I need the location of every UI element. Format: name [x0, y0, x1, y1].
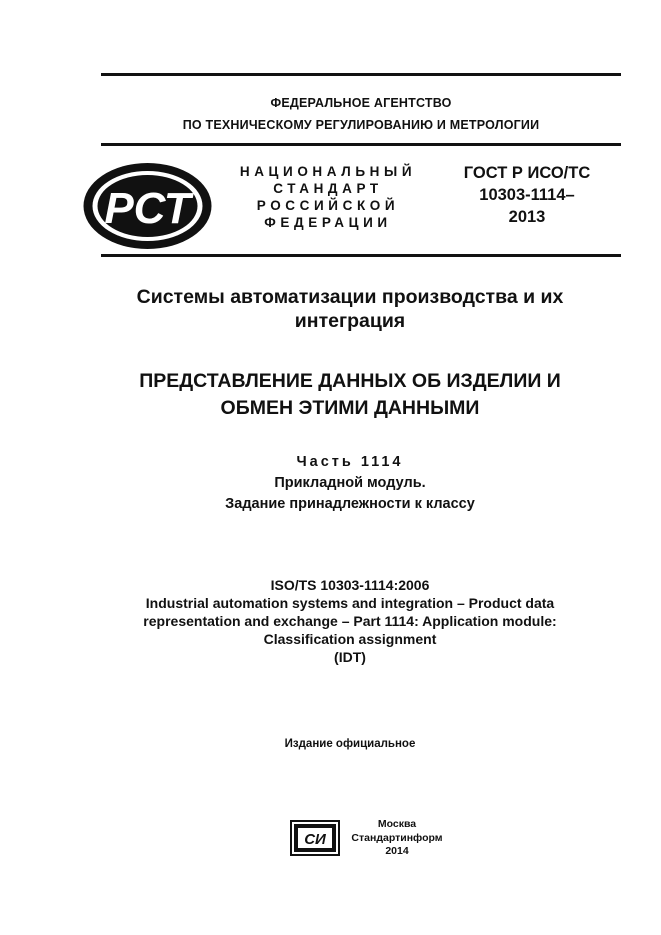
part-label: Часть 1114	[296, 454, 404, 470]
designation-line-2: 10303-1114–	[479, 186, 575, 204]
standard-type-line-3: РОССИЙСКОЙ	[256, 198, 400, 213]
agency-line-2: ПО ТЕХНИЧЕСКОМУ РЕГУЛИРОВАНИЮ И МЕТРОЛОГИИ	[182, 118, 540, 132]
publisher-logo-text: СИ	[304, 831, 326, 848]
top-rule	[101, 73, 621, 76]
series-title-line-1: Системы автоматизации производства и их	[136, 286, 564, 308]
iso-title-line-2: representation and exchange – Part 1114: Application module:	[143, 613, 557, 629]
part-title-line-1: Прикладной модуль.	[274, 475, 426, 491]
middle-rule	[101, 143, 621, 146]
publisher-info	[343, 818, 451, 859]
bottom-rule	[101, 254, 621, 257]
standard-type-line-1: НАЦИОНАЛЬНЫЙ	[239, 164, 417, 179]
main-title-line-2: ОБМЕН ЭТИМИ ДАННЫМИ	[220, 397, 480, 419]
part-block	[60, 452, 640, 515]
agency-header	[101, 92, 621, 136]
series-title	[60, 285, 640, 333]
standartinform-logo-icon	[290, 820, 340, 856]
iso-title-line-3: Classification assignment	[263, 631, 437, 647]
edition-note: Издание официальное	[284, 738, 416, 750]
designation-line-1: ГОСТ Р ИСО/ТС	[463, 164, 591, 182]
rst-mark-icon	[80, 160, 215, 252]
international-reference	[60, 576, 640, 666]
logo-text: РСТ	[104, 184, 191, 233]
publication-year: 2014	[385, 845, 409, 857]
standard-designation	[446, 162, 608, 228]
agency-line-1: ФЕДЕРАЛЬНОЕ АГЕНТСТВО	[270, 96, 452, 110]
standard-type-line-2: СТАНДАРТ	[273, 181, 383, 196]
main-title	[60, 368, 640, 422]
standard-type-line-4: ФЕДЕРАЦИИ	[264, 215, 392, 230]
publisher-city: Москва	[377, 818, 417, 830]
publisher-name: Стандартинформ	[351, 831, 443, 844]
main-title-line-1: ПРЕДСТАВЛЕНИЕ ДАННЫХ ОБ ИЗДЕЛИИ И	[139, 370, 561, 392]
series-title-line-2: интеграция	[294, 310, 406, 332]
iso-reference: ISO/TS 10303-1114:2006	[270, 577, 430, 593]
iso-equivalence: (IDT)	[334, 649, 366, 665]
designation-line-3: 2013	[508, 208, 546, 226]
iso-title-line-1: Industrial automation systems and integration – Product data	[145, 595, 555, 611]
part-title-line-2: Задание принадлежности к классу	[225, 496, 475, 512]
standard-type	[228, 163, 428, 231]
